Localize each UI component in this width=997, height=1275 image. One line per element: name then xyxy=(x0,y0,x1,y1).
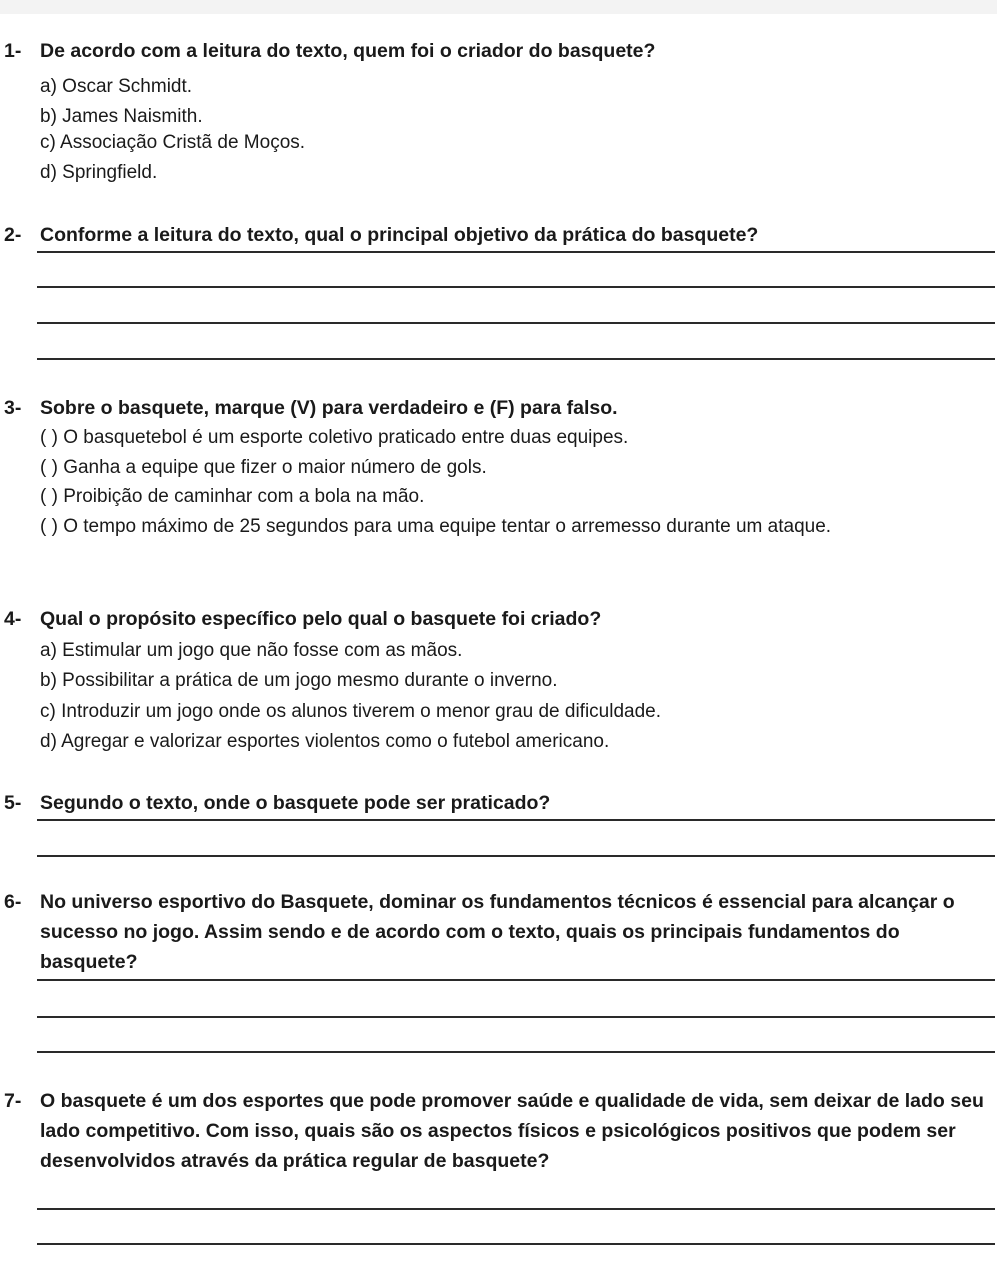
answer-line[interactable] xyxy=(37,1016,995,1018)
question-1-option-d[interactable]: d) Springfield. xyxy=(40,162,158,183)
question-2-text: Conforme a leitura do texto, qual o principal objetivo da prática do basquete? xyxy=(40,224,759,246)
question-3-statement-3[interactable]: ( ) Proibição de caminhar com a bola na mão. xyxy=(40,486,425,507)
answer-line[interactable] xyxy=(37,322,995,324)
question-3-statement-4[interactable]: ( ) O tempo máximo de 25 segundos para uma equipe tentar o arremesso durante um ataque. xyxy=(40,516,832,537)
answer-line[interactable] xyxy=(37,979,995,981)
question-1-option-c[interactable]: c) Associação Cristã de Moços. xyxy=(40,132,306,153)
question-7-number: 7- xyxy=(4,1090,22,1112)
question-7-text: O basquete é um dos esportes que pode promover saúde e qualidade de vida, sem deixar de lado seu lado competitivo. Com isso, quais são os aspectos físicos e psicológicos positivos que podem ser desenvolvidos através da prática regular de basquete? xyxy=(40,1090,984,1172)
question-3-statement-2[interactable]: ( ) Ganha a equipe que fizer o maior número de gols. xyxy=(40,457,487,478)
question-6-text: No universo esportivo do Basquete, dominar os fundamentos técnicos é essencial para alcançar o sucesso no jogo. Assim sendo e de acordo com o texto, quais os principais fundamentos do basquete? xyxy=(40,891,955,973)
question-1-number: 1- xyxy=(4,40,22,62)
question-6-heading xyxy=(4,887,990,977)
question-4-text: Qual o propósito específico pelo qual o basquete foi criado? xyxy=(40,608,602,630)
answer-line[interactable] xyxy=(37,286,995,288)
answer-line[interactable] xyxy=(37,358,995,360)
page-top-band xyxy=(0,0,997,14)
question-7-heading xyxy=(4,1086,990,1176)
answer-line[interactable] xyxy=(37,1243,995,1245)
question-1-text: De acordo com a leitura do texto, quem foi o criador do basquete? xyxy=(40,40,656,62)
question-3-text: Sobre o basquete, marque (V) para verdadeiro e (F) para falso. xyxy=(40,397,618,419)
question-6-number: 6- xyxy=(4,891,22,913)
question-5-heading xyxy=(4,788,550,818)
question-4-number: 4- xyxy=(4,608,22,630)
answer-line[interactable] xyxy=(37,855,995,857)
question-3-heading xyxy=(4,393,618,423)
answer-line[interactable] xyxy=(37,819,995,821)
question-4-option-c[interactable]: c) Introduzir um jogo onde os alunos tiverem o menor grau de dificuldade. xyxy=(40,701,662,722)
question-4-heading xyxy=(4,604,601,634)
answer-line[interactable] xyxy=(37,251,995,253)
question-5-number: 5- xyxy=(4,792,22,814)
question-4-option-d[interactable]: d) Agregar e valorizar esportes violentos como o futebol americano. xyxy=(40,731,610,752)
question-4-option-a[interactable]: a) Estimular um jogo que não fosse com as mãos. xyxy=(40,640,463,661)
question-1-heading xyxy=(4,36,655,66)
question-2-heading xyxy=(4,220,758,250)
question-4-option-b[interactable]: b) Possibilitar a prática de um jogo mesmo durante o inverno. xyxy=(40,670,558,691)
question-1-option-b[interactable]: b) James Naismith. xyxy=(40,106,203,127)
question-2-number: 2- xyxy=(4,224,22,246)
question-3-statement-1[interactable]: ( ) O basquetebol é um esporte coletivo praticado entre duas equipes. xyxy=(40,427,629,448)
answer-line[interactable] xyxy=(37,1208,995,1210)
question-3-number: 3- xyxy=(4,397,22,419)
question-1-option-a[interactable]: a) Oscar Schmidt. xyxy=(40,76,193,97)
question-5-text: Segundo o texto, onde o basquete pode ser praticado? xyxy=(40,792,551,814)
answer-line[interactable] xyxy=(37,1051,995,1053)
